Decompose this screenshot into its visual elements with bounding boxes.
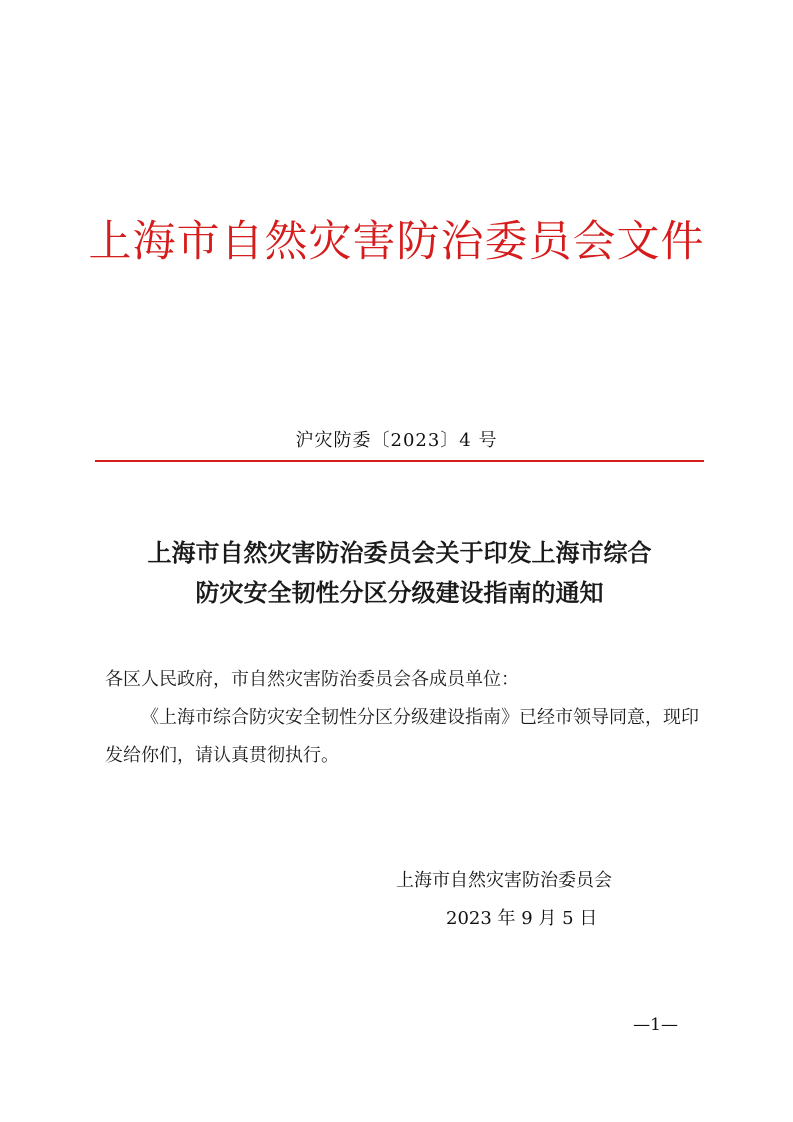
page-number: —1— xyxy=(633,1015,678,1035)
salutation: 各区人民政府，市自然灾害防治委员会各成员单位： xyxy=(105,669,519,690)
signature-block xyxy=(380,862,680,938)
red-divider-line xyxy=(95,460,704,462)
document-number: 沪灾防委〔2023〕4 号 xyxy=(295,430,498,451)
body-paragraph: 《上海市综合防灾安全韧性分区分级建设指南》已经市领导同意，现印发给你们，请认真贯彻执行。 xyxy=(105,707,699,766)
issuer-name: 上海市自然灾害防治委员会 xyxy=(396,870,612,891)
notice-title xyxy=(95,533,704,613)
notice-body xyxy=(105,661,705,775)
document-header-title: 上海市自然灾害防治委员会文件 xyxy=(88,217,705,267)
notice-title-line-1: 上海市自然灾害防治委员会关于印发上海市综合 xyxy=(147,539,652,567)
issue-date: 2023 年 9 月 5 日 xyxy=(446,908,598,929)
notice-title-line-2: 防灾安全韧性分区分级建设指南的通知 xyxy=(195,579,604,607)
